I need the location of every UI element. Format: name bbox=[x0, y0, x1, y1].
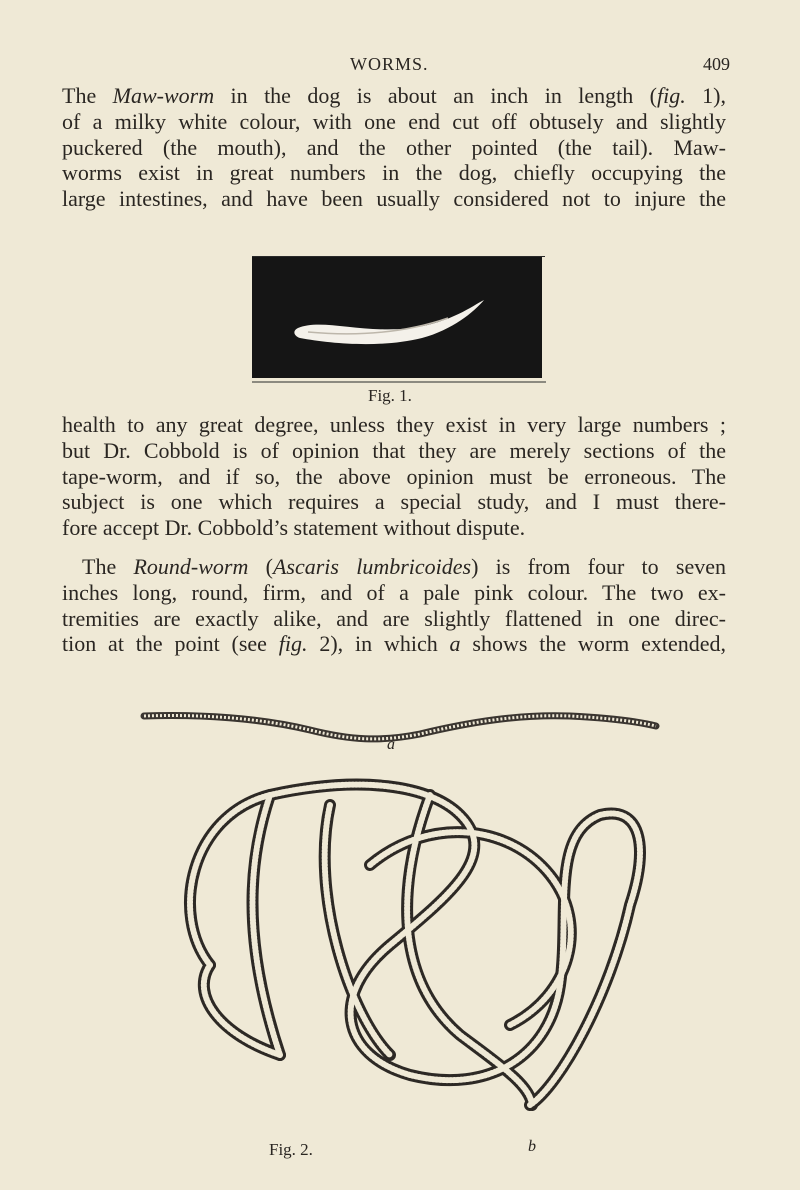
figure-2b-coiled-worm bbox=[130, 755, 660, 1135]
paragraph-cobbold bbox=[62, 412, 726, 541]
paragraph-round-worm bbox=[62, 554, 726, 657]
text-line: health to any great degree, unless they exist in very large numbers ; bbox=[62, 412, 726, 437]
figure-1-caption: Fig. 1. bbox=[368, 386, 412, 405]
paragraph-maw-worm bbox=[62, 83, 726, 212]
text-line: tremities are exactly alike, and are slightly flattened in one direc- bbox=[62, 605, 726, 631]
text-line: subject is one which requires a special study, and I must there- bbox=[62, 489, 726, 515]
text-line: of a milky white colour, with one end cut off obtusely and slightly bbox=[62, 108, 726, 134]
text-line: but Dr. Cobbold is of opinion that they are merely sections of the bbox=[62, 437, 726, 463]
figure-1-maw-worm-illustration bbox=[252, 256, 546, 384]
text-line: tion at the point (see fig. 2), in which a shows the worm extended, bbox=[62, 631, 726, 657]
text-line: large intestines, and have been usually considered not to injure the bbox=[62, 186, 726, 212]
figure-label-b: b bbox=[528, 1138, 536, 1155]
text-line: inches long, round, firm, and of a pale pink colour. The two ex- bbox=[62, 579, 726, 605]
text-line: worms exist in great numbers in the dog, chiefly occupying the bbox=[62, 160, 726, 186]
figure-2a-extended-worm bbox=[140, 710, 660, 746]
figure-label-a: a bbox=[387, 736, 395, 753]
text-line: The Maw-worm in the dog is about an inch in length (fig. 1), bbox=[62, 83, 727, 108]
text-line: puckered (the mouth), and the other pointed (the tail). Maw- bbox=[62, 134, 726, 160]
text-line: fore accept Dr. Cobbold’s statement without dispute. bbox=[62, 515, 526, 541]
text-line: tape-worm, and if so, the above opinion must be erroneous. The bbox=[62, 463, 726, 489]
page-number: 409 bbox=[703, 54, 730, 74]
figure-2-caption: Fig. 2. bbox=[269, 1140, 313, 1159]
text-line: The Round-worm (Ascaris lumbricoides) is from four to seven bbox=[82, 554, 727, 579]
running-head bbox=[0, 54, 800, 80]
running-title: WORMS. bbox=[350, 54, 429, 74]
